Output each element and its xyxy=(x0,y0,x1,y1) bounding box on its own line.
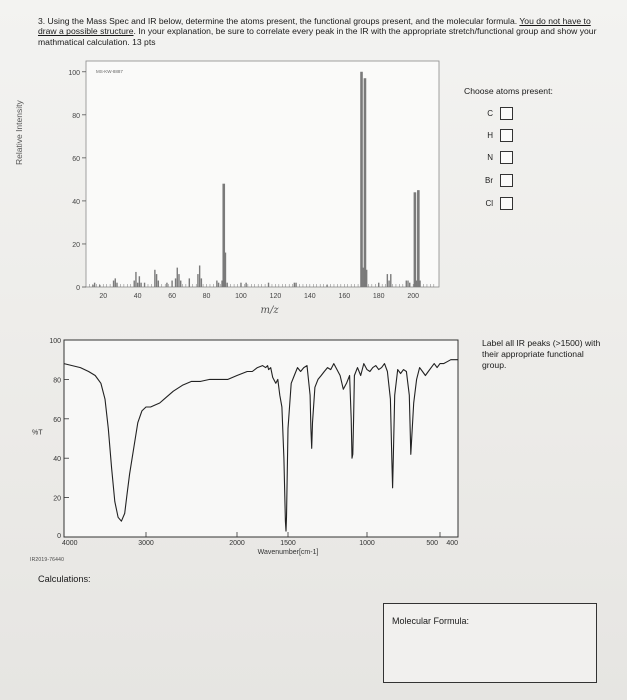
ms-peak xyxy=(92,285,93,287)
molecular-formula-label: Molecular Formula: xyxy=(392,616,470,626)
ms-peak xyxy=(201,278,202,287)
ms-x-tick-label: 200 xyxy=(407,293,420,300)
ms-peak xyxy=(294,283,295,287)
ms-y-tick-label: 20 xyxy=(72,241,80,249)
atoms-present-title: Choose atoms present: xyxy=(464,86,553,96)
atom-label: Br xyxy=(485,176,493,185)
mass-spectrum-chart xyxy=(0,0,627,330)
atom-checkbox[interactable] xyxy=(500,107,513,120)
ms-x-tick-label: 40 xyxy=(133,293,142,300)
ir-x-tick-label: 3000 xyxy=(138,540,154,547)
ms-stamp: MS-KW-8887 xyxy=(96,69,123,74)
ms-peak xyxy=(387,274,388,287)
ms-y-tick-label: 80 xyxy=(72,112,80,120)
ms-peak xyxy=(144,283,145,287)
ms-peak xyxy=(134,281,135,287)
ir-x-tick-label: 2000 xyxy=(229,540,245,547)
ms-peak xyxy=(419,281,420,287)
atom-option-c xyxy=(463,107,523,121)
ms-x-tick-label: 20 xyxy=(99,293,108,300)
molecular-formula-box[interactable] xyxy=(383,603,597,683)
ms-peak xyxy=(116,283,117,287)
ir-y-tick-label: 100 xyxy=(49,338,61,345)
ms-x-tick-label: 100 xyxy=(235,293,247,300)
ms-peak xyxy=(409,283,410,287)
ms-peak xyxy=(366,270,367,287)
atom-checkbox[interactable] xyxy=(500,151,513,164)
ir-y-tick-label: 40 xyxy=(53,456,61,464)
ir-plot-frame xyxy=(64,340,458,537)
ms-peak xyxy=(135,272,136,287)
ms-peak xyxy=(137,283,138,287)
calculations-label: Calculations: xyxy=(38,574,91,584)
ms-peak xyxy=(414,192,417,287)
ms-peak xyxy=(406,281,407,287)
ms-peak xyxy=(378,283,379,287)
ir-spectrum-chart xyxy=(0,320,480,570)
ir-y-tick-label: 80 xyxy=(53,377,61,385)
ms-peak xyxy=(364,78,367,287)
ms-peak xyxy=(166,283,167,287)
ms-plot-frame xyxy=(86,61,439,287)
ir-y-axis-label: %T xyxy=(32,429,43,437)
ms-x-tick-label: 160 xyxy=(338,293,351,300)
ms-peak xyxy=(390,274,391,287)
ms-x-axis-label: m/z xyxy=(260,305,279,316)
ms-peak xyxy=(216,281,217,287)
ms-peak xyxy=(225,253,226,287)
ms-peak xyxy=(388,281,389,287)
ms-peak xyxy=(189,278,190,287)
ms-peak xyxy=(218,283,219,287)
ir-x-tick-label: 1000 xyxy=(359,540,375,547)
ms-peak xyxy=(171,281,172,287)
ms-peak xyxy=(177,268,178,287)
ir-x-tick-label: 500 xyxy=(426,540,438,547)
ms-peak xyxy=(240,283,241,287)
ms-peak xyxy=(178,274,179,287)
atom-label: C xyxy=(487,109,493,118)
ir-x-tick-label: 4000 xyxy=(62,540,78,547)
ms-peak xyxy=(175,278,176,287)
ms-peak xyxy=(115,278,116,287)
atom-checkbox[interactable] xyxy=(500,197,513,210)
ir-x-tick-label: 1500 xyxy=(280,540,296,547)
atom-checkbox[interactable] xyxy=(500,174,513,187)
ms-peak xyxy=(227,283,228,287)
ms-y-tick-label: 100 xyxy=(68,69,80,77)
ms-peak xyxy=(154,270,155,287)
ms-peak xyxy=(139,276,140,287)
ms-peak xyxy=(197,274,198,287)
ms-x-tick-label: 140 xyxy=(304,293,316,300)
ms-x-tick-label: 60 xyxy=(168,293,176,300)
atom-checkbox[interactable] xyxy=(500,129,513,142)
ir-y-tick-label: 0 xyxy=(57,533,61,540)
ms-peak xyxy=(156,274,157,287)
ms-x-tick-label: 180 xyxy=(372,293,385,300)
ms-peak xyxy=(94,283,95,287)
ms-peak xyxy=(407,281,408,287)
question-text-start: 3. Using the Mass Spec and IR below, determine the atoms present, the functional groups present, and the molecular formula. xyxy=(38,16,520,26)
ms-peak xyxy=(417,190,420,287)
ms-y-tick-label: 40 xyxy=(72,198,80,206)
ir-spectrum-code: IR2019-76440 xyxy=(30,557,65,563)
question-text-end: . In your explanation, be sure to correlate every peak in the IR with the appropriate stretch/functional group and show your mathmatical calculation. 13 pts xyxy=(38,26,597,47)
ir-instruction: Label all IR peaks (>1500) with their appropriate functional group. xyxy=(482,338,601,370)
ir-x-tick-label: 400 xyxy=(446,540,458,547)
ms-peak xyxy=(295,283,296,287)
ms-peak xyxy=(222,184,225,287)
ms-y-tick-label: 60 xyxy=(72,155,80,163)
ir-y-tick-label: 60 xyxy=(53,416,61,424)
ms-peak xyxy=(360,72,363,287)
ms-y-axis-label: Relative Intensity xyxy=(14,100,24,165)
ms-peak xyxy=(245,283,246,287)
atom-option-cl xyxy=(463,197,523,211)
ms-peak xyxy=(326,285,327,287)
ms-peak xyxy=(268,283,269,287)
ms-peak xyxy=(140,283,141,287)
atom-option-n xyxy=(463,151,523,165)
ir-x-axis-label: Wavenumber[cm-1] xyxy=(257,549,319,556)
atom-option-br xyxy=(463,174,523,188)
ms-peak xyxy=(99,285,100,287)
ms-peak xyxy=(113,281,114,287)
ms-peak xyxy=(158,281,159,287)
atom-label: H xyxy=(487,131,493,140)
question-text-underlined: You do not have to draw a possible structure xyxy=(38,16,591,37)
atom-option-h xyxy=(463,129,523,143)
ir-y-tick-label: 20 xyxy=(53,495,61,503)
ms-x-tick-label: 120 xyxy=(269,293,282,300)
atom-label: N xyxy=(487,153,493,162)
ms-peak xyxy=(180,281,181,287)
atom-label: Cl xyxy=(485,199,493,208)
ms-peak xyxy=(199,265,200,287)
ms-x-tick-label: 80 xyxy=(202,293,211,300)
ms-y-tick-label: 0 xyxy=(76,285,80,292)
